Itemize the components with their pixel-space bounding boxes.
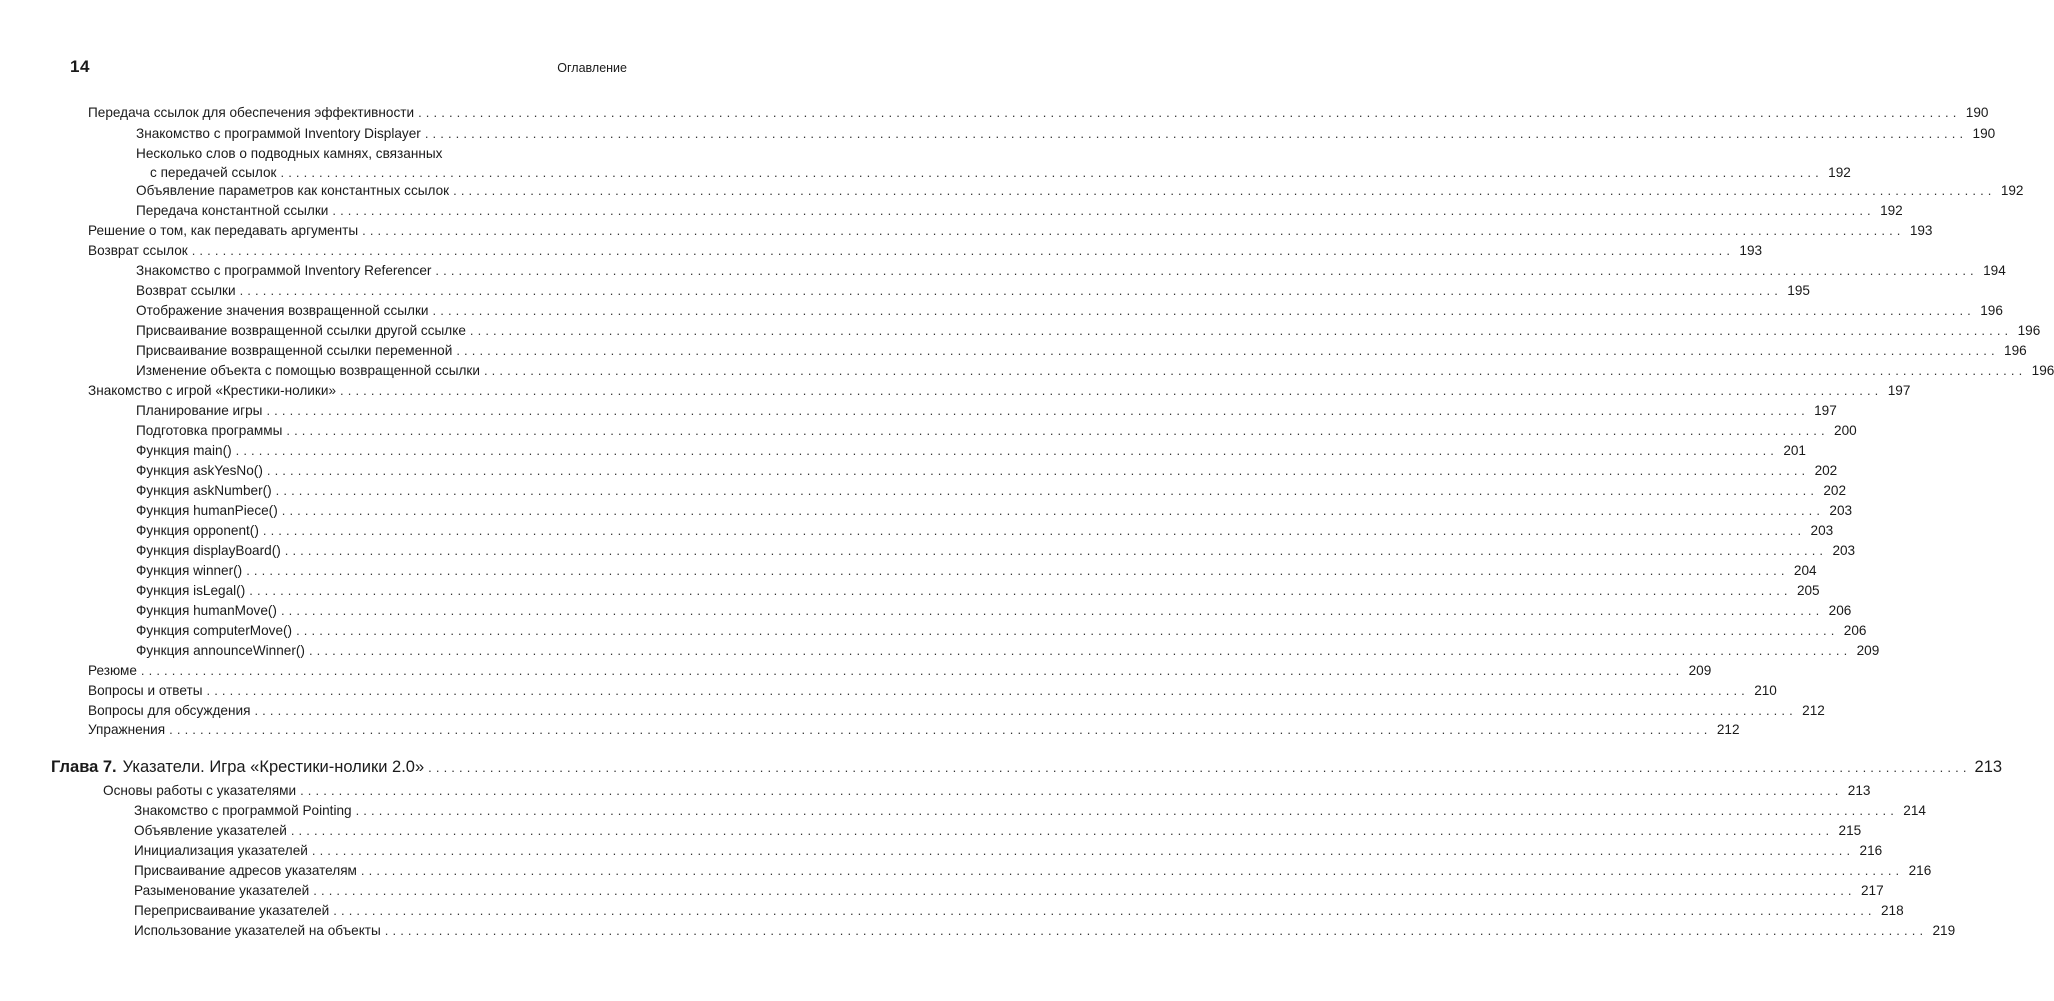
toc-entry[interactable] — [0, 661, 1712, 681]
toc-entry-page: 197 — [1814, 403, 1837, 418]
dot-leader: ........................................................................................................................................................................................................ — [469, 323, 2013, 338]
toc-entry-title: Объявление параметров как константных ссылок — [136, 183, 450, 198]
dot-leader: ........................................................................................................................................................................................................ — [254, 703, 1797, 718]
toc-entry[interactable] — [0, 720, 1740, 740]
toc-entry-title: Решение о том, как передавать аргументы — [88, 223, 359, 238]
toc-entry[interactable] — [0, 541, 1856, 561]
toc-entry[interactable] — [0, 146, 1851, 183]
toc-entry-title: Функция askYesNo() — [136, 463, 263, 478]
toc-entry-title: Функция computerMove() — [136, 623, 293, 638]
toc-entry-page: 196 — [2004, 343, 2027, 358]
toc-entry-title: Функция opponent() — [136, 523, 259, 538]
toc-entry-title: Подготовка программы — [136, 423, 283, 438]
dot-leader: ........................................................................................................................................................................................................ — [275, 483, 1819, 498]
toc-entry-title: Функция humanPiece() — [136, 503, 278, 518]
dot-leader: ........................................................................................................................................................................................................ — [362, 223, 1905, 238]
toc-entry-page: 219 — [1932, 923, 1956, 938]
toc-entry[interactable] — [0, 301, 2003, 321]
toc-entry-page: 205 — [1796, 583, 1820, 598]
toc-entry-title: Функция announceWinner() — [136, 643, 305, 658]
toc-entry-title-line1: Несколько слов о подводных камнях, связанных — [136, 146, 443, 161]
toc-entry-page: 212 — [1716, 722, 1740, 737]
toc-entry-title: Функция main() — [136, 443, 232, 458]
dot-leader: ........................................................................................................................................................................................................ — [284, 543, 1828, 558]
dot-leader: ........................................................................................................................................................................................................ — [340, 383, 1883, 398]
dot-leader: ........................................................................................................................................................................................................ — [428, 760, 1971, 775]
toc-entry-title: Знакомство с программой Inventory Displayer — [136, 126, 421, 141]
dot-leader: ........................................................................................................................................................................................................ — [262, 523, 1806, 538]
toc-entry[interactable] — [0, 401, 1837, 421]
toc-entry[interactable] — [0, 124, 1996, 144]
toc-entry[interactable] — [0, 421, 1857, 441]
dot-leader: ........................................................................................................................................................................................................ — [191, 243, 1735, 258]
toc-entry-page: 209 — [1688, 663, 1712, 678]
toc-entry-title: Знакомство с программой Inventory Referencer — [136, 263, 432, 278]
dot-leader: ........................................................................................................................................................................................................ — [169, 722, 1712, 737]
toc-entry-page: 218 — [1880, 903, 1904, 918]
toc-entry-title: Разыменование указателей — [134, 883, 310, 898]
toc-entry[interactable] — [0, 441, 1806, 461]
toc-entry-page: 193 — [1739, 243, 1763, 258]
toc-entry[interactable] — [0, 201, 1903, 221]
toc-entry-page: 197 — [1887, 383, 1911, 398]
toc-entry-page: 202 — [1823, 483, 1847, 498]
toc-entry-title: Упражнения — [88, 722, 166, 737]
toc-entry[interactable] — [0, 281, 1810, 301]
toc-entry[interactable] — [0, 221, 1933, 241]
toc-entry[interactable] — [0, 801, 1926, 821]
toc-entry[interactable] — [0, 321, 2041, 341]
dot-leader: ........................................................................................................................................................................................................ — [355, 803, 1898, 818]
toc-entry-page: 203 — [1832, 543, 1856, 558]
dot-leader: ........................................................................................................................................................................................................ — [286, 423, 1829, 438]
toc-entry-title: Функция winner() — [136, 563, 243, 578]
dot-leader: ........................................................................................................................................................................................................ — [453, 183, 1996, 198]
toc-entry-title: Основы работы с указателями — [103, 783, 297, 798]
toc-entry[interactable] — [0, 261, 2006, 281]
dot-leader: ........................................................................................................................................................................................................ — [308, 643, 1852, 658]
dot-leader: ........................................................................................................................................................................................................ — [384, 923, 1928, 938]
chapter-page: 213 — [1974, 758, 2003, 776]
toc-entry[interactable] — [0, 103, 1989, 123]
toc-entry-page: 192 — [1880, 203, 1903, 218]
dot-leader: ........................................................................................................................................................................................................ — [296, 623, 1839, 638]
toc-entry[interactable] — [0, 921, 1956, 941]
dot-leader: ........................................................................................................................................................................................................ — [313, 883, 1856, 898]
toc-entry-title: Инициализация указателей — [134, 843, 308, 858]
toc-entry-page: 202 — [1814, 463, 1838, 478]
toc-entry-title: Присваивание адресов указателям — [134, 863, 357, 878]
toc-entry[interactable] — [0, 521, 1834, 541]
toc-entry[interactable] — [0, 181, 2024, 201]
dot-leader: ........................................................................................................................................................................................................ — [418, 105, 1961, 120]
toc-entry[interactable] — [0, 701, 1825, 721]
toc-entry-title: Вопросы и ответы — [88, 683, 203, 698]
toc-entry-page: 209 — [1856, 643, 1880, 658]
toc-entry-title: Функция askNumber() — [136, 483, 272, 498]
toc-entry-page: 193 — [1909, 223, 1933, 238]
chapter-label: Глава 7. — [51, 758, 117, 776]
toc-entry[interactable] — [0, 501, 1853, 521]
dot-leader: ........................................................................................................................................................................................................ — [456, 343, 1999, 358]
toc-entry-title: Переприсваивание указателей — [134, 903, 330, 918]
toc-entry[interactable] — [0, 841, 1883, 861]
toc-entry-page: 217 — [1860, 883, 1884, 898]
toc-entry-page: 204 — [1793, 563, 1817, 578]
toc-entry[interactable] — [0, 901, 1904, 921]
toc-entry[interactable] — [0, 461, 1838, 481]
dot-leader: ........................................................................................................................................................................................................ — [239, 283, 1782, 298]
toc-entry[interactable] — [0, 681, 1777, 701]
toc-entry-title: Возврат ссылок — [88, 243, 188, 258]
toc-entry-page: 190 — [1972, 126, 1996, 141]
toc-entry-page: 194 — [1983, 263, 2006, 278]
chapter-title: Указатели. Игра «Крестики-нолики 2.0» — [122, 758, 425, 776]
toc-entry-title: Объявление указателей — [134, 823, 287, 838]
toc-entry-page: 212 — [1802, 703, 1825, 718]
dot-leader: ........................................................................................................................................................................................................ — [290, 823, 1834, 838]
toc-entry-title: Передача константной ссылки — [136, 203, 329, 218]
running-title: Оглавление — [557, 61, 627, 75]
toc-entry[interactable] — [0, 621, 1867, 641]
toc-entry-page: 203 — [1829, 503, 1853, 518]
toc-entry-page: 210 — [1754, 683, 1777, 698]
toc-entry[interactable] — [0, 881, 1884, 901]
toc-entry-title: Возврат ссылки — [136, 283, 236, 298]
page-header — [70, 57, 627, 77]
dot-leader: ........................................................................................................................................................................................................ — [360, 863, 1904, 878]
toc-entry-page: 192 — [2000, 183, 2024, 198]
toc-entry[interactable] — [0, 481, 1847, 501]
toc-entry-title: Планирование игры — [136, 403, 263, 418]
dot-leader: ........................................................................................................................................................................................................ — [246, 563, 1789, 578]
dot-leader: ........................................................................................................................................................................................................ — [280, 603, 1824, 618]
toc-entry-title: с передачей ссылок — [150, 165, 277, 180]
chapter-heading[interactable] — [0, 755, 2003, 779]
dot-leader: ........................................................................................................................................................................................................ — [280, 165, 1823, 180]
dot-leader: ........................................................................................................................................................................................................ — [140, 663, 1684, 678]
dot-leader: ........................................................................................................................................................................................................ — [424, 126, 1968, 141]
dot-leader: ........................................................................................................................................................................................................ — [333, 903, 1876, 918]
toc-entry-page: 213 — [1847, 783, 1871, 798]
dot-leader: ........................................................................................................................................................................................................ — [249, 583, 1792, 598]
toc-entry-title: Передача ссылок для обеспечения эффективности — [88, 105, 415, 120]
toc-entry-title: Изменение объекта с помощью возвращенной ссылки — [136, 363, 480, 378]
toc-entry-title: Функция displayBoard() — [136, 543, 281, 558]
toc-entry-title: Функция humanMove() — [136, 603, 277, 618]
toc-entry-page: 215 — [1838, 823, 1862, 838]
toc-entry-page: 192 — [1828, 165, 1851, 180]
toc-entry-title: Отображение значения возвращенной ссылки — [136, 303, 429, 318]
toc-entry[interactable] — [0, 341, 2027, 361]
page-number: 14 — [70, 57, 90, 76]
toc-entry-page: 216 — [1908, 863, 1932, 878]
dot-leader: ........................................................................................................................................................................................................ — [266, 403, 1809, 418]
dot-leader: ........................................................................................................................................................................................................ — [235, 443, 1778, 458]
toc-entry-title: Функция isLegal() — [136, 583, 246, 598]
dot-leader: ........................................................................................................................................................................................................ — [266, 463, 1810, 478]
toc-entry-page: 195 — [1787, 283, 1810, 298]
dot-leader: ........................................................................................................................................................................................................ — [281, 503, 1825, 518]
toc-entry-title: Знакомство с программой Pointing — [134, 803, 352, 818]
toc-entry-page: 216 — [1859, 843, 1883, 858]
toc-entry-page: 200 — [1834, 423, 1857, 438]
dot-leader: ........................................................................................................................................................................................................ — [311, 843, 1855, 858]
toc-entry-title: Вопросы для обсуждения — [88, 703, 251, 718]
dot-leader: ........................................................................................................................................................................................................ — [483, 363, 2027, 378]
toc-entry[interactable] — [0, 861, 1932, 881]
toc-entry-page: 196 — [2017, 323, 2041, 338]
chapter-title-wrapper — [51, 755, 424, 779]
toc-entry-title: Знакомство с игрой «Крестики-нолики» — [88, 383, 337, 398]
toc-entry-page: 214 — [1903, 803, 1926, 818]
toc-entry[interactable] — [0, 361, 2054, 381]
toc-entry[interactable] — [0, 381, 1911, 401]
toc-entry-title: Резюме — [88, 663, 137, 678]
toc-entry[interactable] — [0, 581, 1820, 601]
toc-entry-page: 196 — [1980, 303, 2003, 318]
toc-entry-page: 190 — [1965, 105, 1989, 120]
dot-leader: ........................................................................................................................................................................................................ — [206, 683, 1749, 698]
toc-entry-page: 203 — [1810, 523, 1834, 538]
dot-leader: ........................................................................................................................................................................................................ — [432, 303, 1975, 318]
toc-entry[interactable] — [0, 601, 1852, 621]
toc-entry-title: Присваивание возвращенной ссылки другой ссылке — [136, 323, 466, 338]
toc-entry[interactable] — [0, 241, 1763, 261]
toc-entry-title: Присваивание возвращенной ссылки переменной — [136, 343, 453, 358]
dot-leader: ........................................................................................................................................................................................................ — [300, 783, 1843, 798]
toc-entry-page: 201 — [1783, 443, 1806, 458]
toc-entry[interactable] — [0, 821, 1862, 841]
toc-entry[interactable] — [0, 641, 1880, 661]
dot-leader: ........................................................................................................................................................................................................ — [332, 203, 1875, 218]
toc-entry-page: 206 — [1828, 603, 1852, 618]
dot-leader: ........................................................................................................................................................................................................ — [435, 263, 1978, 278]
toc-entry-title: Использование указателей на объекты — [134, 923, 381, 938]
toc-entry-page: 206 — [1843, 623, 1867, 638]
toc-entry[interactable] — [0, 781, 1871, 801]
toc-entry[interactable] — [0, 561, 1817, 581]
toc-entry-page: 196 — [2031, 363, 2054, 378]
